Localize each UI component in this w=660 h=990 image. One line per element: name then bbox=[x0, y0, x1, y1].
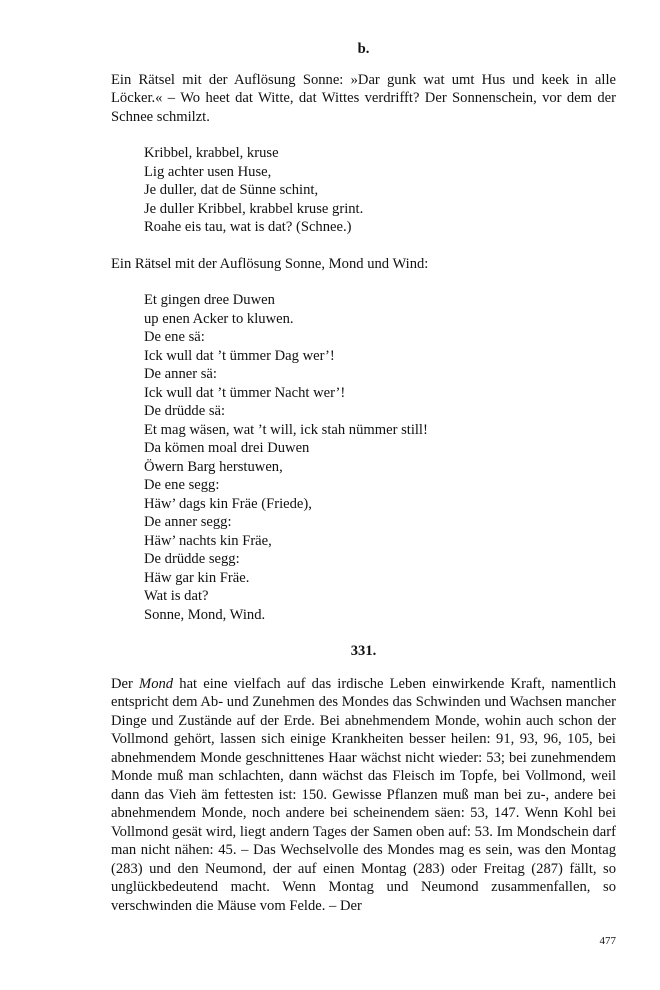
verse-line: Ick wull dat ’t ümmer Dag wer’! bbox=[144, 347, 335, 364]
verse-line: Et mag wäsen, wat ’t will, ick stah nümmer still! bbox=[144, 421, 428, 438]
verse-line: Da kömen moal drei Duwen bbox=[144, 440, 310, 456]
paragraph-sun-riddle: Ein Rätsel mit der Auflösung Sonne: »Dar gunk wat umt Hus und keek in alle Löcker.« – Wo heet dat Witte, dat Wittes verdrifft? Der Sonnenschein, vor dem der Schnee schmilzt. bbox=[111, 71, 616, 125]
verse-line: De drüdde segg: bbox=[144, 551, 240, 567]
verse-line: up enen Acker to kluwen. bbox=[144, 310, 294, 327]
verse-line: Häw gar kin Fräe. bbox=[144, 569, 250, 586]
verse-line: Häw’ nachts kin Fräe, bbox=[144, 532, 272, 549]
verse-line: Öwern Barg herstuwen, bbox=[144, 458, 283, 475]
verse-line: Sonne, Mond, Wind. bbox=[144, 606, 266, 623]
verse-line: Lig achter usen Huse, bbox=[144, 163, 272, 180]
section-heading-331: 331. bbox=[350, 643, 377, 659]
paragraph-moon bbox=[111, 675, 616, 916]
verse-line: Roahe eis tau, wat is dat? (Schnee.) bbox=[144, 219, 352, 235]
verse-line: Et gingen dree Duwen bbox=[144, 292, 275, 308]
verse-line: Kribbel, krabbel, kruse bbox=[144, 145, 279, 161]
verse-line: Wat is dat? bbox=[144, 588, 209, 604]
verse-line: De ene segg: bbox=[144, 477, 220, 493]
verse-line: De anner sä: bbox=[144, 366, 217, 382]
page-body bbox=[111, 40, 616, 915]
verse-line: Häw’ dags kin Fräe (Friede), bbox=[144, 495, 312, 512]
paragraph-sun-moon-wind: Ein Rätsel mit der Auflösung Sonne, Mond und Wind: bbox=[111, 255, 429, 272]
verse-line: Je duller Kribbel, krabbel kruse grint. bbox=[144, 200, 364, 217]
section-heading-b: b. bbox=[357, 41, 370, 57]
paragraph-moon-start: Der bbox=[111, 675, 140, 692]
verse-line: Ick wull dat ’t ümmer Nacht wer’! bbox=[144, 384, 346, 401]
verse-line: Je duller, dat de Sünne schint, bbox=[144, 182, 319, 198]
page-number: 477 bbox=[599, 935, 616, 947]
verse-line: De drüdde sä: bbox=[144, 403, 226, 419]
verse-snow-riddle bbox=[144, 144, 616, 237]
paragraph-moon-rest: hat eine vielfach auf das irdische Leben einwirkende Kraft, namentlich entspricht dem Ab- und Zunehmen des Mondes das Schwinden und Wachsen mancher Dinge und Zustände auf der Erde. Bei abnehmendem Monde, wohin auch schon der Vollmond gehört, lassen sich einige Krankheiten besser heilen: 91, 93, 96, 105, bei abnehmendem Monde geschnittenes Haar wächst nicht wieder: 53; bei zunehmendem Monde muß man schlachten, dann wächst das Fleisch im Topfe, bei Vollmond, weil dann das Vieh äm fettesten ist: 150. Gewisse Pflanzen muß man bei zu-, andere bei abnehmendem Monde, noch andere bei scheinendem säen: 53, 147. Wenn Kohl bei Vollmond gesät wird, liegt andern Tages der Samen oben auf: 53. Im Mondschein darf man nicht nähen: 45. – Das Wechselvolle des Mondes mag es sein, was den Montag (283) und den Neumond, der auf einen Montag (283) oder Freitag (287) fällt, so unglückbedeutend macht. Wenn Montag und Neumond zusammenfallen, so verschwinden die Mäuse vom Felde. – Der bbox=[111, 675, 616, 914]
paragraph-moon-italic: Mond bbox=[139, 675, 174, 692]
verse-sun-moon-wind bbox=[144, 291, 616, 624]
verse-line: De anner segg: bbox=[144, 514, 232, 530]
verse-line: De ene sä: bbox=[144, 329, 205, 345]
